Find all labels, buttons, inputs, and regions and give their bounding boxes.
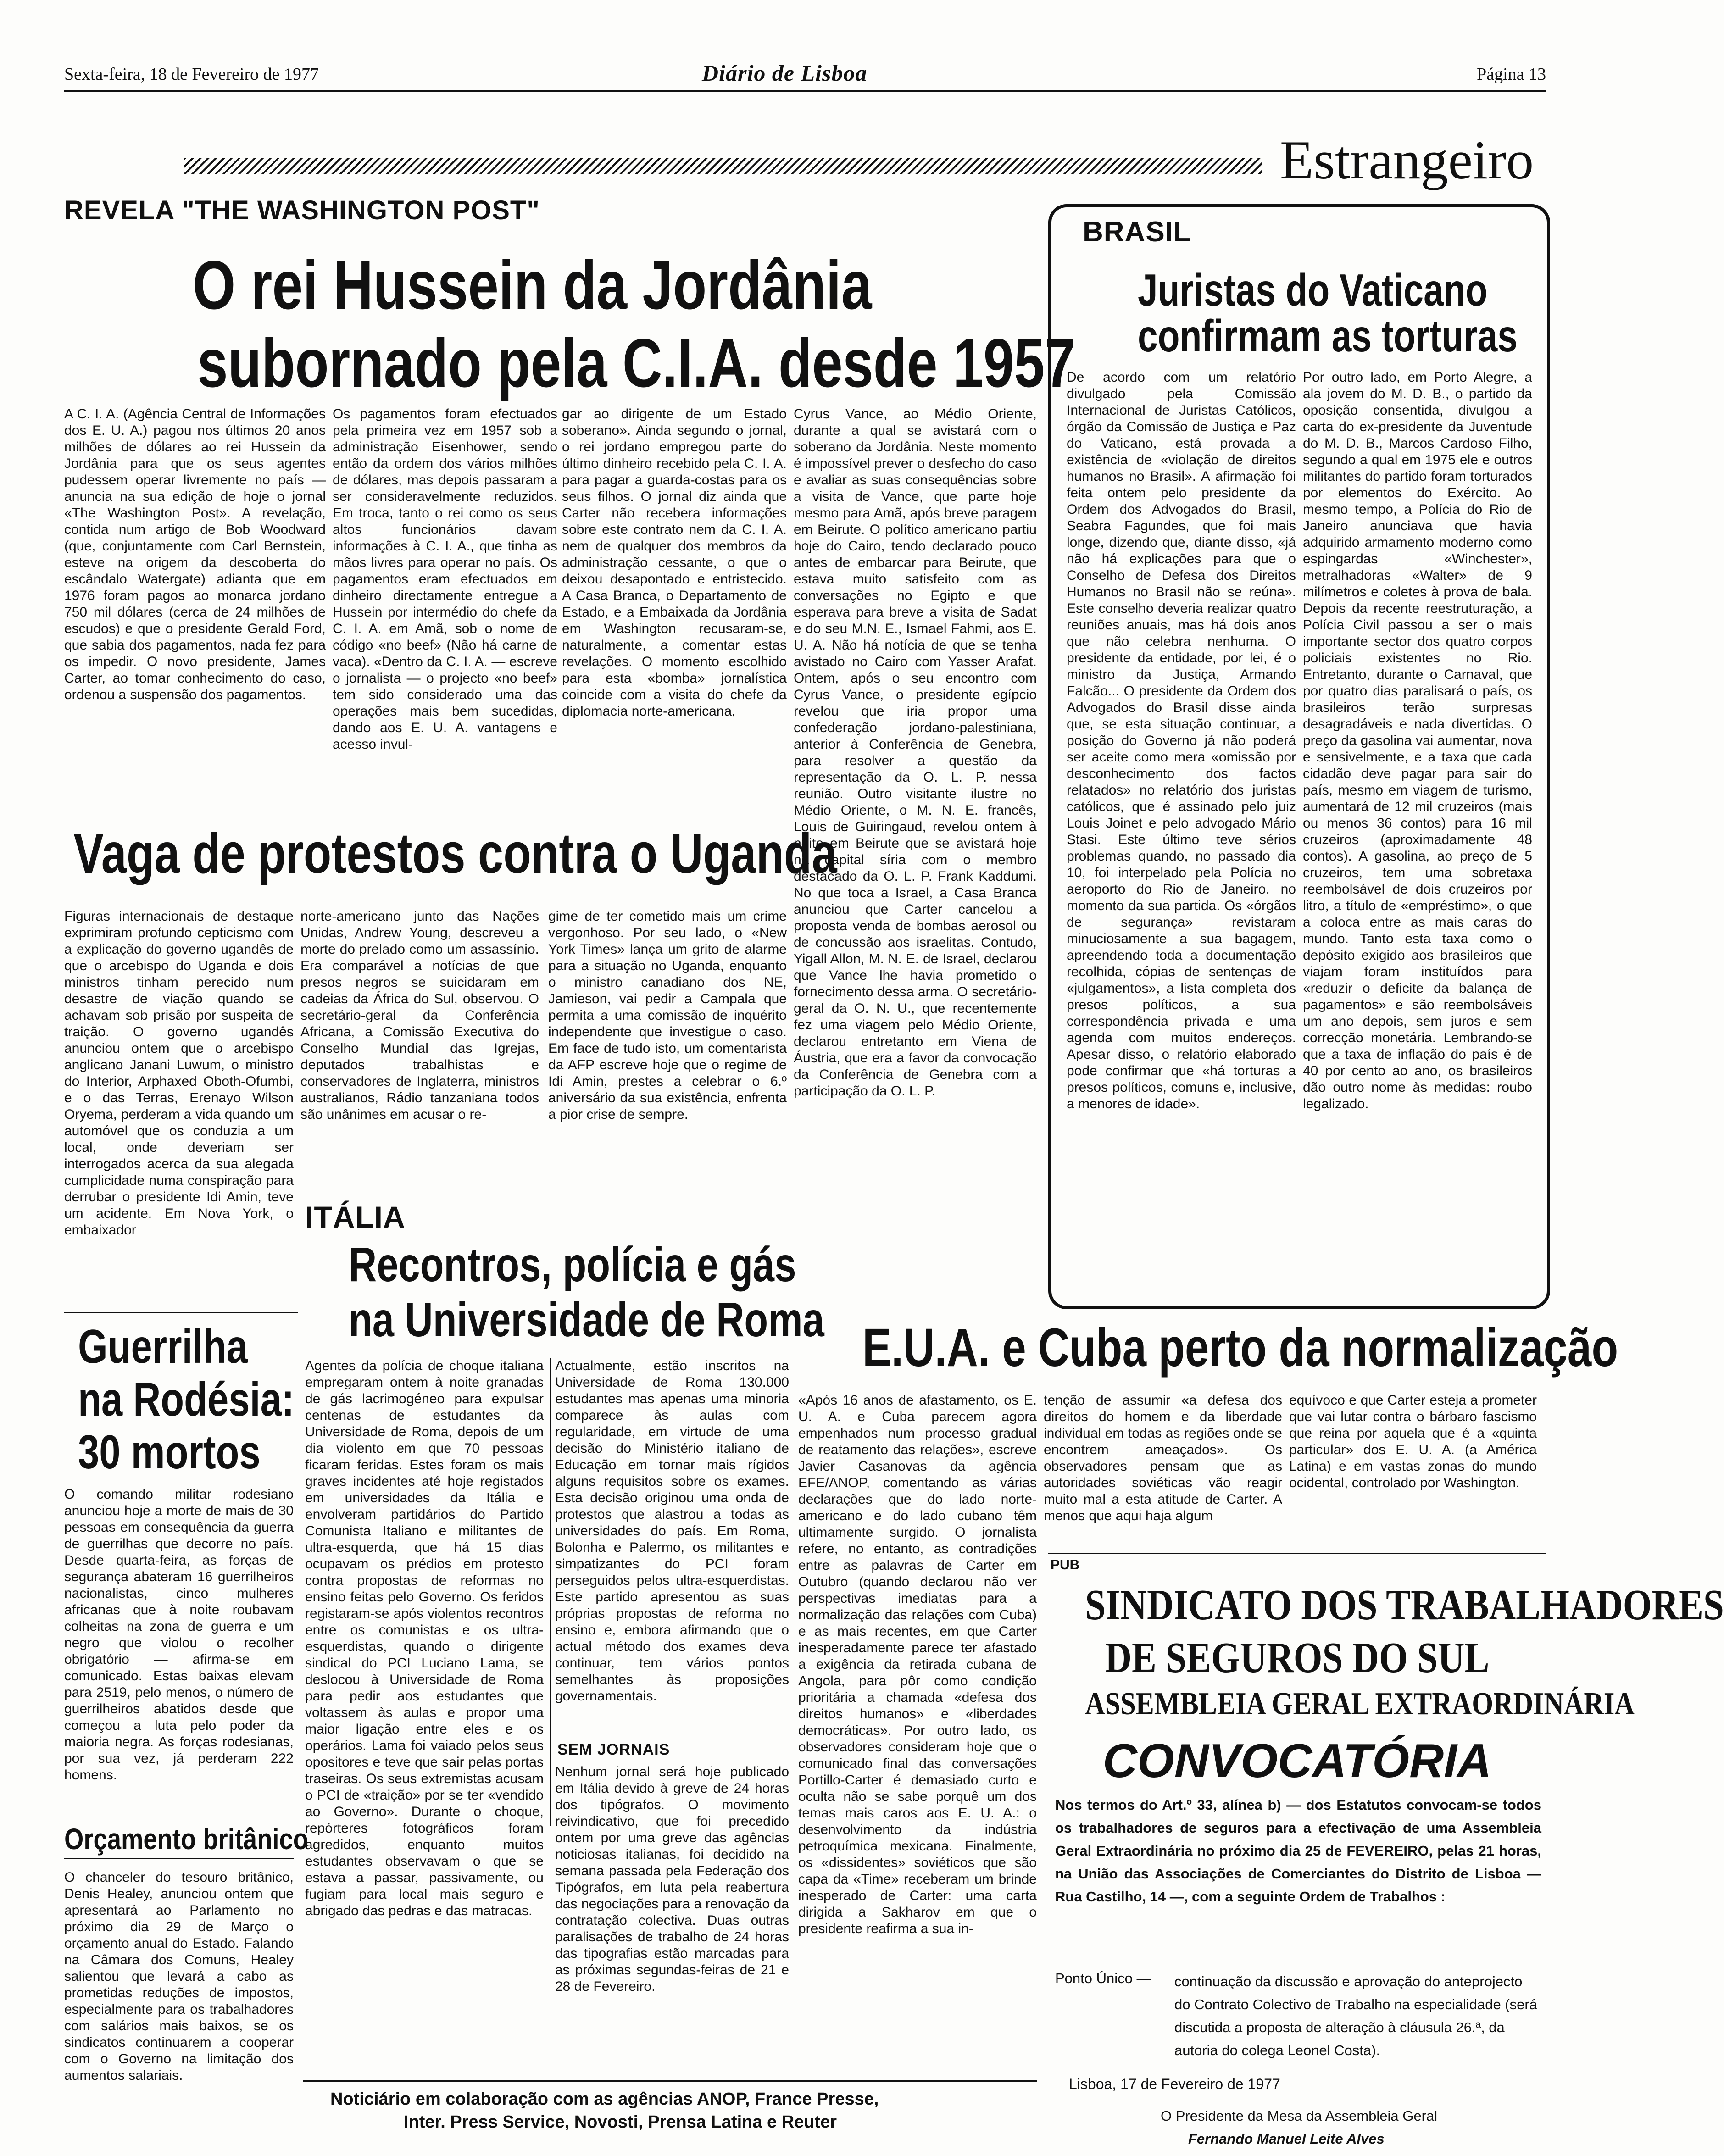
rodesia-headline-line-1: Guerrilha: [78, 1320, 248, 1373]
brasil-col-2: Por outro lado, em Porto Alegre, a ala jovem do M. D. B., o partido da oposição consentida, divulgou a carta do ex-presidente da Juventude do M. D. B., Marcos Cardoso Filho, segundo a qual em 1975 ele e outros militantes do partido foram torturados por elementos do Exército. Ao mesmo tempo, a Polícia do Rio de Janeiro anunciava que havia adquirido armamento moderno como espingardas «Winchester», metralhadoras «Walter» de 9 milímetros e coletes à prova de bala. Depois da recente reestruturação, a Polícia Civil passou a ser o mais importante sector dos quatro corpos policiais existentes no Rio. Entretanto, durante o Carnaval, que por quatro dias paralisará o país, os brasileiros terão surpresas desagradáveis e nada divertidas. O preço da gasolina vai aumentar, nova e sensivelmente, e a taxa que cada cidadão deve pagar para sair do país, mesmo em viagem de turismo, aumentará de 12 mil cruzeiros (mais ou menos 36 contos) para 16 mil cruzeiros (aproximadamente 48 contos). A gasolina, ao preço de 5 cruzeiros, tem uma sobretaxa reembolsável de dois cruzeiros por litro, a título de «empréstimo», o que a coloca entre as mais caras do mundo. Tanto esta taxa como o depósito exigido aos brasileiros que viajam foram instituídos para «reduzir o deficite da balança de pagamentos» e são reembolsáveis um ano depois, sem juros e sem correcção monetária. Lembrando-se que a taxa de inflação do país é de 40 por cento ao ano, os brasileiros dão outro nome às medidas: roubo legalizado.: [1303, 370, 1532, 1111]
italia-kicker: ITÁLIA: [305, 1200, 406, 1234]
ad-ponto-text: continuação da discussão e aprovação do anteprojecto do Contrato Colectivo de Trabalho na especialidade (será discutida a proposta de alteração à cláusula 26.ª, da autoria do colega Leonel Costa).: [1174, 1973, 1537, 2058]
ad-body: Nos termos do Art.º 33, alínea b) — dos Estatutos convocam-se todos os trabalhadores de seguros para a efectivação de uma Assembleia Geral Extraordinária no próximo dia 25 de FEVEREIRO, pelas 21 horas, na União das Associações de Comerciantes do Distrito de Lisboa — Rua Castilho, 14 —, com a seguinte Ordem de Trabalhos :: [1055, 1797, 1541, 1905]
brasil-headline-line-2: confirmam as torturas: [1138, 311, 1518, 361]
sem-jornais-subhead: SEM JORNAIS: [557, 1741, 670, 1758]
ad-title-line-2: DE SEGUROS DO SUL: [1105, 1634, 1490, 1682]
uganda-col-1: Figuras internacionais de destaque exprimiram profundo cepticismo com a explicação do governo ugandês de que o arcebispo do Uganda e dois ministros tinham perecido num desastre de viação quando se achavam sob prisão por suspeita de traição. O governo ugandês anunciou ontem que o arcebispo anglicano Janani Luwum, o ministro do Interior, Arphaxed Oboth-Ofumbi, e o das Terras, Erenayo Wilson Oryema, perderam a vida quando um automóvel que os conduzia a um local, onde deveriam ser interrogados acerca da sua alegada cumplicidade numa conspiração para derrubar o presidente Idi Amin, teve um acidente. Em Nova York, o embaixador: [64, 909, 294, 1238]
footer-rule: [303, 2080, 1037, 2082]
footer-credits-line-1: Noticiário em colaboração com as agências ANOP, France Presse,: [330, 2089, 879, 2109]
ad-title-line-3: ASSEMBLEIA GERAL EXTRAORDINÁRIA: [1085, 1686, 1635, 1722]
section-title: Estrangeiro: [1280, 129, 1534, 190]
main-kicker: REVELA "THE WASHINGTON POST": [64, 195, 540, 225]
rodesia-top-rule: [64, 1312, 298, 1313]
brasil-headline-line-1: Juristas do Vaticano: [1138, 265, 1488, 315]
main-article-col-3: gar ao dirigente de um Estado soberano». Ainda segundo o jornal, o rei jordano empregou parte do último dinheiro recebido pela C. I. A. para pagar a guarda-costas para os seus filhos. O jornal diz ainda que Carter não recebera informações sobre este contrato nem da C. I. A. nem de qualquer dos membros da administração cessante, o que o deixou desapontado e entristecido. A Casa Branca, o Departamento de Estado, e a Embaixada da Jordânia em Washington recusaram-se, naturalmente, a comentar estas revelações. O momento escolhido para esta «bomba» jornalística coincide com a visita do chefe da diplomacia norte-americana,: [562, 406, 787, 719]
main-article-col-1: A C. I. A. (Agência Central de Informações dos E. U. A.) pagou nos últimos 20 anos milhões de dólares ao rei Hussein da Jordânia para que os seus agentes pudessem operar livremente no país — anuncia na sua edição de hoje o jornal «The Washington Post». A revelação, contida num artigo de Bob Woodward (que, conjuntamente com Carl Bernstein, esteve na origem da descoberta do escândalo Watergate) adianta que em 1976 foram pagos ao monarca jordano 750 mil dólares (cerca de 24 milhões de escudos) e que o presidente Gerald Ford, que sabia dos pagamentos, nada fez para os impedir. O novo presidente, James Carter, ao tomar conhecimento do caso, ordenou a suspensão dos pagamentos.: [64, 406, 326, 702]
ad-convocatoria: CONVOCATÓRIA: [1102, 1734, 1492, 1788]
ad-signature-title: O Presidente da Mesa da Assembleia Geral: [1161, 2108, 1438, 2124]
brasil-col-1: De acordo com um relatório divulgado pela Comissão Internacional de Juristas Católicos, órgão da Comissão de Justiça e Paz do Vaticano, está provada a existência de «violação de direitos humanos no Brasil». A afirmação foi feita ontem pelo presidente da Ordem dos Advogados do Brasil, Seabra Fagundes, que foi mais longe, dizendo que, diante disso, «já não há explicações para que o Conselho de Defesa dos Direitos Humanos no Brasil não se reúna». Este conselho deveria realizar quatro reuniões anuais, mas há dois anos que não celebra nenhuma. O presidente da entidade, por lei, é o ministro da Justiça, Armando Falcão... O presidente da Ordem dos Advogados do Brasil disse ainda que, se esta situação continuar, a posição do Governo já não poderá ser aceite como mera «omissão por desconhecimento dos factos relatados» no relatório dos juristas católicos, que é assinado pelo juiz Louis Joinet e pelo advogado Mário Stasi. Este último teve sérios problemas quando, no passado dia 10, foi interpelado pela Polícia no aeroporto do Rio de Janeiro, no momento da sua partida. Os «órgãos de segurança» revistaram minuciosamente a sua bagagem, apreendendo toda a documentação recolhida, cópias de sentenças de «julgamentos», a lista completa dos presos políticos, a sua correspondência privada e uma agenda com muitos endereços. Apesar disso, o relatório elaborado pode confirmar que «há torturas a presos políticos, comuns e, inclusive, a menores de idade».: [1067, 370, 1296, 1111]
italia-headline-line-1: Recontros, polícia e gás: [349, 1238, 796, 1292]
main-article-col-4: Cyrus Vance, ao Médio Oriente, durante a qual se avistará com o soberano da Jordânia. Neste momento é impossível prever o desfecho do caso e avaliar as suas consequências sobre a visita de Vance, que parte hoje mesmo para Amã, após breve paragem em Beirute. O político americano partiu hoje do Cairo, tendo declarado pouco antes de embarcar para Beirute, que estava muito satisfeito com as conversações no Egipto e que esperava para breve a visita de Sadat e do seu M.N. E., Ismael Fahmi, aos E. U. A. Não há notícia de que se tenha avistado no Cairo com Yasser Arafat. Ontem, após o seu encontro com Cyrus Vance, o presidente egípcio revelou que iria propor uma confederação jordano-palestiniana, anterior à Conferência de Genebra, para resolver a questão da representação da O. L. P. nessa reunião. Outro visitante ilustre no Médio Oriente, o M. N. E. francês, Louis de Guiringaud, revelou ontem à noite em Beirute que se avistará hoje na capital síria com o membro destacado da O. L. P. Frank Kaddumi. No que toca a Israel, a Casa Branca anunciou que Carter cancelou a proposta venda de bombas aerosol ou de concussão aos israelitas. Contudo, Yigall Allon, M. N. E. de Israel, declarou que Vance lhe havia prometido o fornecimento dessa arma. O secretário-geral da O. N. U., que recentemente fez uma viagem pelo Médio Oriente, declarou entretanto em Viena de Áustria, que era a favor da convocação da Conferência de Genebra com a participação da O. L. P.: [794, 406, 1037, 1099]
orcamento-body: O chanceler do tesouro britânico, Denis Healey, anunciou ontem que apresentará ao Parlamento no próximo dia 29 de Março o orçamento anual do Estado. Falando na Câmara dos Comuns, Healey salientou que levará a cabo as prometidas reduções de impostos, especialmente para os trabalhadores com salários mais baixos, se os sindicatos continuarem a cooperar com o Governo na limitação dos aumentos salariais.: [64, 1870, 294, 2083]
italia-col-2b: Nenhum jornal será hoje publicado em Itália devido à greve de 24 horas dos tipógrafos. O movimento reivindicativo, que foi precedido ontem por uma greve das agências noticiosas italianas, foi decidido na semana passada pela Federação dos Tipógrafos, em luta pela reabertura das negociações para a renovação da contratação colectiva. Duas outras paralisações de trabalho de 24 horas das tipografias estão marcadas para as próximas segundas-feiras de 21 e 28 de Fevereiro.: [555, 1764, 789, 1994]
cuba-col-1: «Após 16 anos de afastamento, os E. U. A. e Cuba parecem agora empenhados num processo gradual de reatamento das relações», escreve Javier Casanovas da agência EFE/ANOP, comentando as várias declarações que do lado norte-americano e do lado cubano têm ultimamente surgido. O jornalista refere, no entanto, as contradições entre as palavras de Carter em Outubro (quando declarou não ver perspectivas imediatas para a normalização das relações com Cuba) e as mais recentes, em que Carter inesperadamente parece ter afastado a exigência da retirada cubana de Angola, para pôr como condição prioritária a chamada «defesa dos direitos humanos» e «liberdades democráticas». Por outro lado, os observadores consideram hoje que o comunicado final das conversações Portillo-Carter é demasiado curto e oculta não se sabe porquê um dos temas mais caros aos E. U. A.: o desenvolvimento da indústria petroquímica mexicana. Finalmente, os «dissidentes» soviéticos que são capa da «Time» receberam um brinde inesperado de Carter: uma carta dirigida a Sakharov em que o presidente reafirma a sua in-: [798, 1393, 1037, 1936]
main-headline-line-2: subornado pela C.I.A. desde 1957: [197, 324, 1075, 401]
page-number: Página 13: [1477, 65, 1546, 84]
header-rule: [64, 90, 1546, 92]
rodesia-headline-line-3: 30 mortos: [78, 1426, 261, 1479]
cuba-headline: E.U.A. e Cuba perto da normalização: [862, 1317, 1618, 1378]
main-article-col-2: Os pagamentos foram efectuados pela primeira vez em 1957 sob a administração Eisenhower, sendo então da ordem dos vários milhões de dólares, mas depois passaram a ser consideravelmente reduzidos. Em troca, tanto o rei como os seus altos funcionários davam informações à C. I. A., que tinha as mãos livres para operar no país. Os pagamentos eram efectuados em dinheiro directamente entregue a Hussein por intermédio do chefe da C. I. A. em Amã, sob o nome de código «no beef» (Não há carne de vaca). «Dentro da C. I. A. — escreve o jornalista — o projecto «no beef» tem sido considerado uma das operações mais bem sucedidas, dando aos E. U. A. vantagens e acesso invul-: [333, 406, 557, 752]
cuba-col-3: equívoco e que Carter esteja a prometer que vai lutar contra o bárbaro fascismo que reina por aquela que é a «quinta particular» dos E. U. A. (a América Latina) e em vastas zonas do mundo ocidental, controlado por Washington.: [1289, 1393, 1537, 1490]
cuba-col-2: tenção de assumir «a defesa dos direitos do homem e da liberdade individual em todas as regiões onde se encontrem ameaçados». Os observadores pensam que as autoridades soviéticas vão reagir muito mal a esta atitude de Carter. A menos que aqui haja algum: [1044, 1393, 1282, 1523]
italia-col-1: Agentes da polícia de choque italiana empregaram ontem à noite granadas de gás lacrimogéneo para expulsar centenas de estudantes da Universidade de Roma, depois de um dia violento em que 70 pessoas ficaram feridas. Estes foram os mais graves incidentes até hoje registados em universidades da Itália e envolveram partidários do Partido Comunista Italiano e militantes de ultra-esquerda, que há 15 dias ocupavam os prédios em protesto contra propostas de reformas no ensino feitas pelo Governo. Os feridos registaram-se após violentos recontros entre os comunistas e os ultra-esquerdistas, quando o dirigente sindical do PCI Luciano Lama, se deslocou à Universidade de Roma para pedir aos estudantes que voltassem às aulas e propor uma maior ligação entre eles e os operários. Lama foi vaiado pelos seus opositores e teve que sair pelas portas traseiras. Os seus extremistas acusam o PCI de «traição» por se ter «vendido ao Governo». Durante o choque, repórteres fotográficos foram agredidos, enquanto muitos estudantes observavam o que se estava a passar, passivamente, ou fugiam para local mais seguro e abrigado das pedras e das matracas.: [305, 1358, 544, 1918]
ad-tag: PUB: [1051, 1557, 1080, 1573]
rodesia-headline-line-2: na Rodésia:: [78, 1373, 295, 1426]
italia-col-2: Actualmente, estão inscritos na Universidade de Roma 130.000 estudantes mas apenas uma minoria comparece às aulas com regularidade, em virtude de uma decisão do Ministério italiano de Educação em tornar mais rígidos alguns requisitos sobre os exames. Esta decisão originou uma onda de protestos que alastrou a todas as universidades do país. Em Roma, Bolonha e Palermo, os militantes e simpatizantes do PCI foram perseguidos pelos ultra-esquerdistas. Este partido apresentou as suas próprias propostas de reforma no ensino e, embora afirmando que o actual método dos exames deva continuar, tem vários pontos semelhantes às proposições governamentais.: [555, 1358, 789, 1704]
uganda-col-3: gime de ter cometido mais um crime vergonhoso. Por seu lado, o «New York Times» lança um grito de alarme para a situação no Uganda, enquanto o ministro canadiano dos NE, Jamieson, vai pedir a Campala que permita a uma comissão de inquérito independente que investigue o caso. Em face de tudo isto, um comentarista da AFP escreve hoje que o regime de Idi Amin, prestes a celebrar o 6.º aniversário da sua existência, enfrenta a pior crise de sempre.: [548, 909, 787, 1122]
ad-top-rule: [1048, 1553, 1546, 1554]
rodesia-body: O comando militar rodesiano anunciou hoje a morte de mais de 30 pessoas em consequência da guerra de guerrilhas que decorre no país. Desde quarta-feira, as forças de segurança abateram 16 guerrilheiros nacionalistas, cinco mulheres africanas que à noite roubavam colheitas na zona de guerra e um negro que violou o recolher obrigatório — afirma-se em comunicado. Estas baixas elevam para 2519, pelo menos, o número de guerrilheiros abatidos desde que começou a luta pelo poder da maioria negra. As forças rodesianas, por sua vez, já perderam 222 homens.: [64, 1487, 294, 1783]
italia-headline-line-2: na Universidade de Roma: [349, 1293, 824, 1347]
section-hatch-rule: [184, 158, 1262, 174]
ad-title-line-1: SINDICATO DOS TRABALHADORES: [1085, 1581, 1724, 1629]
orcamento-rule: [64, 1858, 294, 1859]
orcamento-headline: Orçamento britânico: [64, 1823, 309, 1856]
ad-ponto-label: Ponto Único —: [1055, 1970, 1151, 1986]
uganda-col-2: norte-americano junto das Nações Unidas, Andrew Young, descreveu a morte do prelado como um assassínio. Era comparável a notícias de que presos negros se suicidaram em cadeias da África do Sul, observou. O secretário-geral da Conferência Africana, a Comissão Executiva do Conselho Mundial das Igrejas, deputados trabalhistas e conservadores de Inglaterra, ministros australianos, Rádio tanzaniana todos são unânimes em acusar o re-: [300, 909, 539, 1122]
ad-signature-name: Fernando Manuel Leite Alves: [1188, 2131, 1385, 2147]
uganda-headline: Vaga de protestos contra o Uganda: [73, 822, 837, 885]
masthead: Diário de Lisboa: [702, 60, 868, 86]
footer-credits-line-2: Inter. Press Service, Novosti, Prensa Latina e Reuter: [404, 2112, 837, 2132]
italia-column-rule: [550, 1358, 551, 1826]
issue-date: Sexta-feira, 18 de Fevereiro de 1977: [64, 65, 319, 84]
brasil-kicker: BRASIL: [1083, 216, 1191, 248]
ad-date: Lisboa, 17 de Fevereiro de 1977: [1069, 2076, 1280, 2092]
main-headline-line-1: O rei Hussein da Jordânia: [193, 246, 872, 323]
